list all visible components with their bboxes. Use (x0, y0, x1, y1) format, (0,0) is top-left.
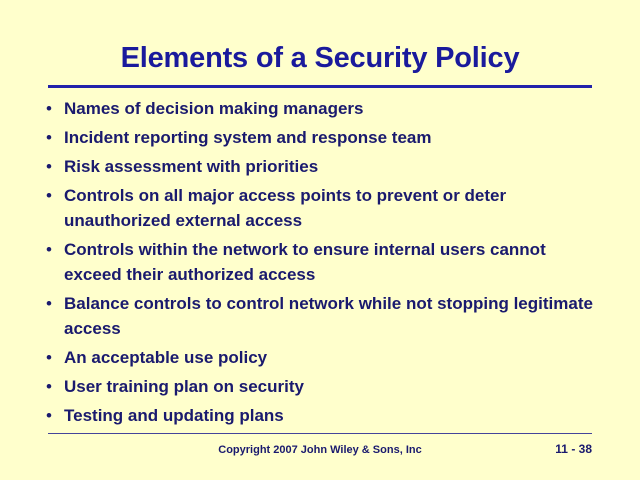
bullet-icon: • (46, 128, 52, 147)
bullet-icon: • (46, 99, 52, 118)
list-item-text: Incident reporting system and response team (64, 128, 432, 147)
list-item (46, 237, 606, 287)
bullet-icon: • (46, 377, 52, 396)
list-item-text: Controls within the network to ensure internal users cannot exceed their authorized access (64, 240, 546, 284)
list-item-text: Names of decision making managers (64, 99, 364, 118)
bullet-icon: • (46, 240, 52, 259)
list-item-text: User training plan on security (64, 377, 304, 396)
list-item (46, 345, 606, 370)
list-item-text: Testing and updating plans (64, 406, 284, 425)
list-item-text: Controls on all major access points to prevent or deter unauthorized external access (64, 186, 507, 230)
list-item (46, 96, 606, 121)
list-item-text: Risk assessment with priorities (64, 157, 319, 176)
list-item (46, 374, 606, 399)
footer-divider (48, 433, 592, 434)
bullet-icon: • (46, 406, 52, 425)
bullet-list (46, 96, 606, 432)
bullet-icon: • (46, 294, 52, 313)
list-item (46, 291, 606, 341)
list-item (46, 125, 606, 150)
list-item-text: Balance controls to control network while not stopping legitimate access (64, 294, 593, 338)
title-divider (48, 85, 592, 88)
list-item-text: An acceptable use policy (64, 348, 268, 367)
page-number: 11 - 38 (555, 442, 592, 456)
page-title: Elements of a Security Policy (120, 42, 520, 74)
copyright-text: Copyright 2007 John Wiley & Sons, Inc (218, 444, 422, 456)
list-item (46, 183, 606, 233)
bullet-icon: • (46, 157, 52, 176)
bullet-icon: • (46, 186, 52, 205)
bullet-icon: • (46, 348, 52, 367)
list-item (46, 403, 606, 428)
list-item (46, 154, 606, 179)
